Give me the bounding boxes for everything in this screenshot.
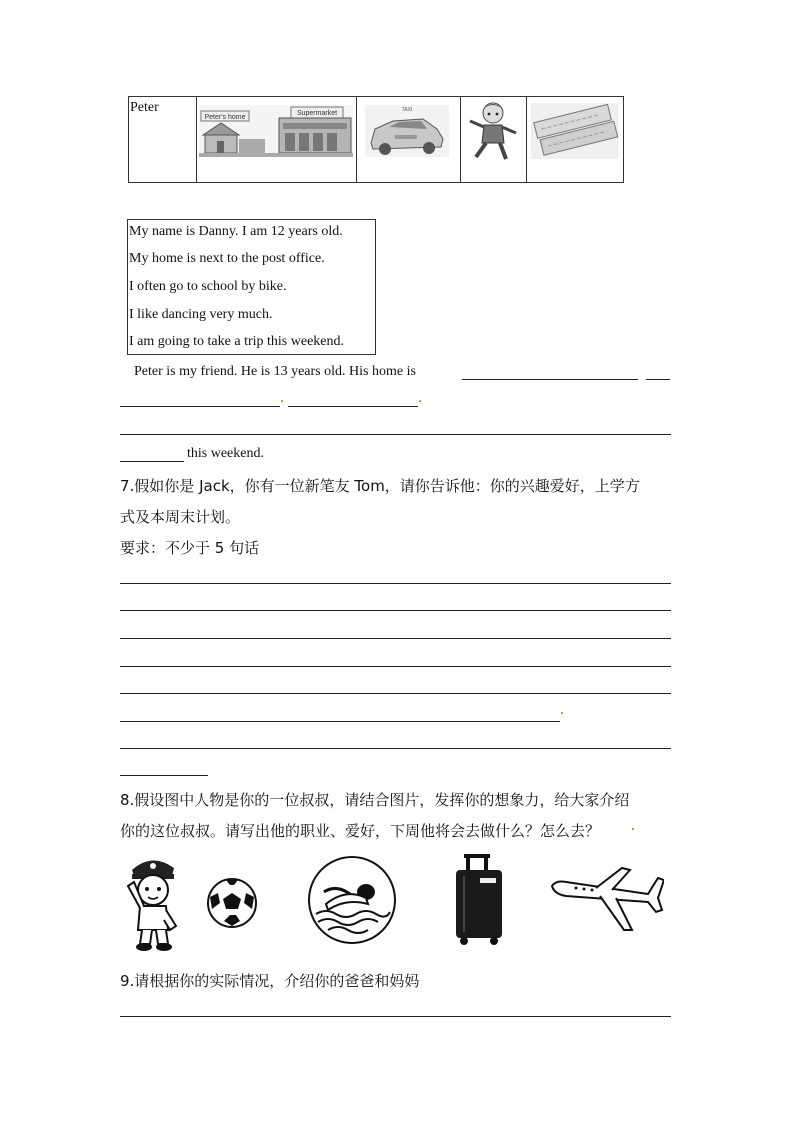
writing-line[interactable] bbox=[120, 583, 671, 584]
answer-blank[interactable] bbox=[120, 406, 280, 407]
answer-blank[interactable] bbox=[120, 461, 184, 462]
q7-prompt-line-2: 式及本周末计划。 bbox=[120, 508, 241, 526]
home-and-supermarket-picture bbox=[199, 105, 353, 157]
q9-prompt: 9.请根据你的实际情况，介绍你的爸爸和妈妈 bbox=[120, 972, 420, 990]
peter-picture-table bbox=[128, 96, 624, 183]
danny-info-box bbox=[127, 219, 376, 355]
danny-line-2: My home is next to the post office. bbox=[129, 251, 325, 266]
answer-blank[interactable] bbox=[646, 379, 670, 380]
writing-line[interactable] bbox=[120, 610, 671, 611]
danny-line-4: I like dancing very much. bbox=[129, 307, 273, 322]
danny-line-5: I am going to take a trip this weekend. bbox=[129, 334, 344, 349]
answer-blank[interactable] bbox=[462, 379, 638, 380]
taxi-sign: TAXI bbox=[401, 107, 413, 113]
suitcase-picture bbox=[452, 852, 506, 946]
answer-line[interactable] bbox=[120, 434, 671, 435]
writing-line[interactable] bbox=[120, 693, 671, 694]
q7-requirement: 要求：不少于 5 句话 bbox=[120, 539, 260, 557]
answer-blank[interactable] bbox=[288, 406, 418, 407]
airplane-picture bbox=[548, 864, 664, 936]
writing-line[interactable] bbox=[120, 1016, 671, 1017]
peter-paragraph-start: Peter is my friend. He is 13 years old. His home is bbox=[134, 364, 416, 379]
train-tickets-picture bbox=[531, 103, 619, 159]
taxi-picture bbox=[365, 105, 449, 157]
policeman-picture bbox=[124, 852, 182, 952]
writing-line[interactable] bbox=[120, 721, 560, 722]
soccer-ball-picture bbox=[206, 877, 258, 929]
peters-home-sign: Peter's home bbox=[204, 114, 246, 121]
writing-line[interactable] bbox=[120, 748, 671, 749]
writing-line[interactable] bbox=[120, 666, 671, 667]
peter-name-cell: Peter bbox=[130, 100, 159, 115]
q8-prompt-line-1: 8.假设图中人物是你的一位叔叔，请结合图片，发挥你的想象力，给大家介绍 bbox=[120, 791, 630, 809]
danny-line-3: I often go to school by bike. bbox=[129, 279, 287, 294]
writing-line[interactable] bbox=[120, 638, 671, 639]
writing-line[interactable] bbox=[120, 775, 208, 776]
supermarket-sign: Supermarket bbox=[296, 110, 338, 117]
q7-prompt-line-1: 7.假如你是 Jack，你有一位新笔友 Tom，请你告诉他：你的兴趣爱好，上学方 bbox=[120, 477, 640, 495]
danny-line-1: My name is Danny. I am 12 years old. bbox=[129, 224, 343, 239]
dancing-boy-picture bbox=[464, 99, 522, 165]
peter-paragraph-end: this weekend. bbox=[187, 446, 264, 461]
swimming-picture bbox=[306, 854, 398, 946]
q8-prompt-line-2: 你的这位叔叔。请写出他的职业、爱好，下周他将会去做什么？怎么去？ bbox=[120, 822, 601, 840]
